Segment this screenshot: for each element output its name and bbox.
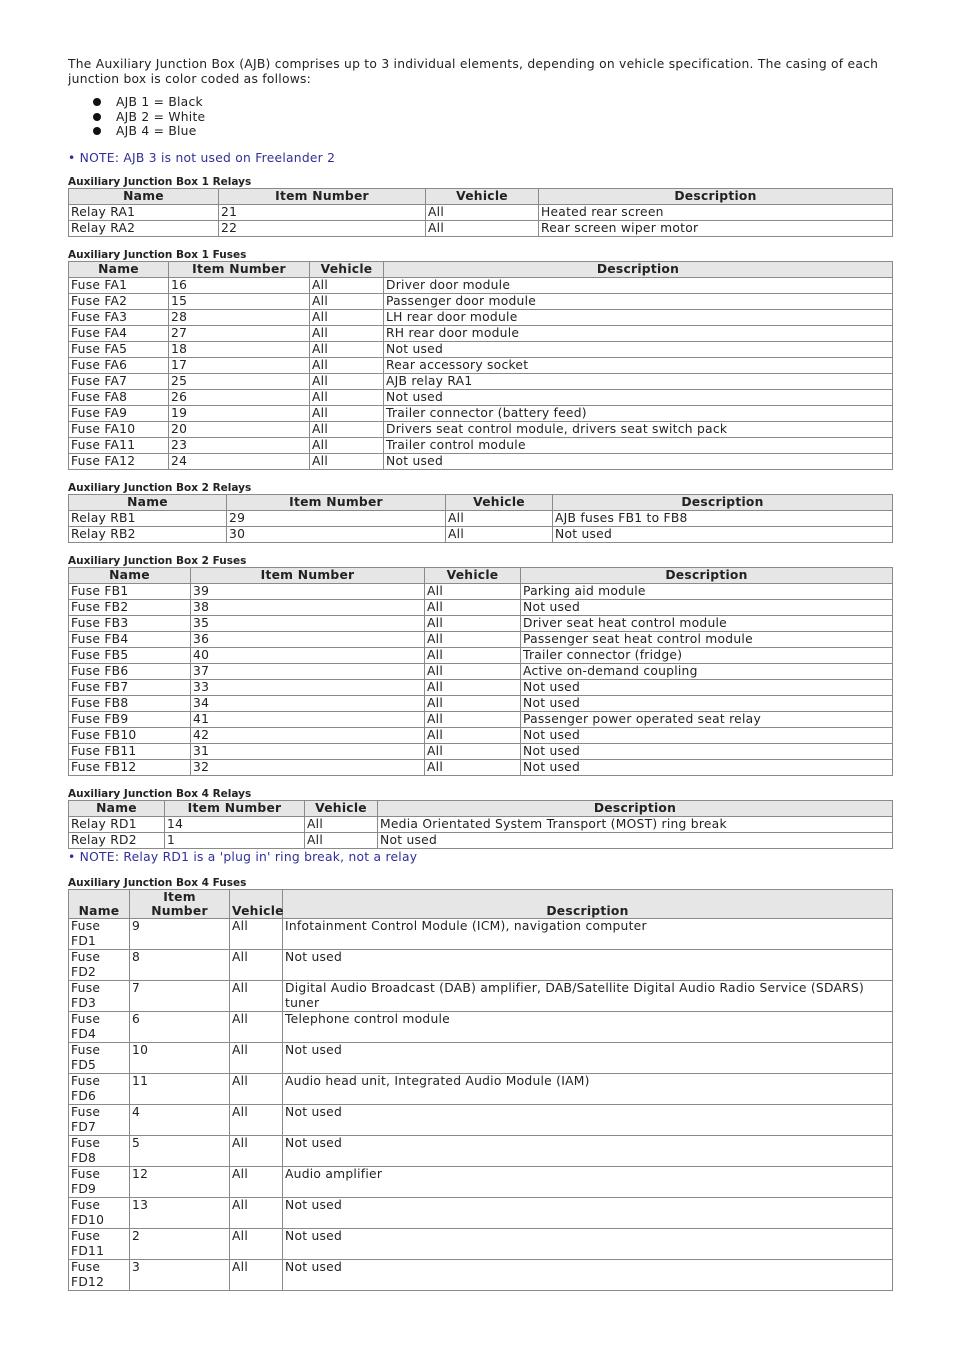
- intro-paragraph: The Auxiliary Junction Box (AJB) comprises up to 3 individual elements, depending on vehicle specification. The casing of each junction box is color coded as follows:: [68, 57, 879, 86]
- column-header-description: Description: [539, 188, 893, 204]
- column-header-item: Item Number: [227, 494, 446, 510]
- table-cell: All: [230, 1104, 283, 1135]
- table-cell: Fuse FA4: [69, 325, 169, 341]
- table-cell: 11: [130, 1073, 230, 1104]
- column-header-description: Description: [521, 567, 893, 583]
- table-cell: Relay RA2: [69, 220, 219, 236]
- table-cell: Fuse FB6: [69, 663, 191, 679]
- table-cell: 4: [130, 1104, 230, 1135]
- table-header-row: [69, 494, 893, 510]
- table-cell: Fuse FA5: [69, 341, 169, 357]
- table-cell: 6: [130, 1011, 230, 1042]
- column-header-item: Item Number: [219, 188, 426, 204]
- table-row: [69, 711, 893, 727]
- table-cell: All: [230, 1228, 283, 1259]
- table-cell: Fuse FD6: [69, 1073, 130, 1104]
- table-row: [69, 743, 893, 759]
- table-cell: All: [310, 277, 384, 293]
- table-cell: Not used: [521, 599, 893, 615]
- table-cell: Fuse FB2: [69, 599, 191, 615]
- table-row: [69, 220, 893, 236]
- document-page: [68, 0, 892, 1291]
- column-header-name: Name: [69, 567, 191, 583]
- table-row: [69, 615, 893, 631]
- table-cell: Fuse FB9: [69, 711, 191, 727]
- section-title: Auxiliary Junction Box 1 Relays: [68, 175, 252, 188]
- table-cell: Fuse FA2: [69, 293, 169, 309]
- column-header-name: Name: [69, 889, 130, 918]
- table-row: [69, 309, 893, 325]
- table-row: [69, 679, 893, 695]
- column-header-vehicle: Vehicle: [426, 188, 539, 204]
- table-cell: All: [425, 615, 521, 631]
- table-cell: 21: [219, 204, 426, 220]
- table-cell: 23: [169, 437, 310, 453]
- table-row: [69, 695, 893, 711]
- table-cell: Parking aid module: [521, 583, 893, 599]
- column-header-item: Item Number: [191, 567, 425, 583]
- table-cell: Digital Audio Broadcast (DAB) amplifier, DAB/Satellite Digital Audio Radio Service (SDARS) tuner: [283, 980, 893, 1011]
- table-cell: 10: [130, 1042, 230, 1073]
- table-cell: Relay RD2: [69, 832, 165, 848]
- table-cell: All: [230, 1135, 283, 1166]
- table-cell: 24: [169, 453, 310, 469]
- junction-table: [68, 261, 893, 470]
- table-cell: Audio head unit, Integrated Audio Module (IAM): [283, 1073, 893, 1104]
- table-cell: 34: [191, 695, 425, 711]
- table-row: [69, 325, 893, 341]
- table-cell: Fuse FD11: [69, 1228, 130, 1259]
- table-cell: All: [425, 743, 521, 759]
- table-cell: All: [310, 357, 384, 373]
- table-cell: Fuse FA1: [69, 277, 169, 293]
- table-cell: Heated rear screen: [539, 204, 893, 220]
- table-cell: Relay RB1: [69, 510, 227, 526]
- table-cell: Fuse FA7: [69, 373, 169, 389]
- table-cell: Fuse FD5: [69, 1042, 130, 1073]
- table-cell: Not used: [283, 1104, 893, 1135]
- table-header-row: [69, 889, 893, 918]
- table-cell: Fuse FD3: [69, 980, 130, 1011]
- column-header-vehicle: Vehicle: [310, 261, 384, 277]
- table-cell: 30: [227, 526, 446, 542]
- table-row: [69, 510, 893, 526]
- table-cell: All: [230, 918, 283, 949]
- column-header-vehicle: Vehicle: [446, 494, 553, 510]
- table-cell: Fuse FD7: [69, 1104, 130, 1135]
- table-cell: Not used: [283, 1259, 893, 1290]
- table-cell: AJB fuses FB1 to FB8: [553, 510, 893, 526]
- column-header-vehicle: Vehicle: [425, 567, 521, 583]
- column-header-name: Name: [69, 188, 219, 204]
- table-cell: 14: [165, 816, 305, 832]
- table-cell: Passenger door module: [384, 293, 893, 309]
- table-row: [69, 980, 893, 1011]
- column-header-item: Item Number: [165, 800, 305, 816]
- table-cell: Not used: [553, 526, 893, 542]
- table-cell: All: [426, 204, 539, 220]
- column-header-item: [130, 889, 230, 918]
- table-cell: 3: [130, 1259, 230, 1290]
- table-row: [69, 631, 893, 647]
- table-cell: Not used: [283, 1228, 893, 1259]
- section-title: Auxiliary Junction Box 4 Fuses: [68, 876, 247, 889]
- column-header-name: Name: [69, 800, 165, 816]
- section-title: Auxiliary Junction Box 4 Relays: [68, 787, 252, 800]
- table-cell: 33: [191, 679, 425, 695]
- table-cell: All: [310, 453, 384, 469]
- table-row: [69, 1166, 893, 1197]
- column-header-vehicle: Vehicle: [230, 889, 283, 918]
- table-cell: Fuse FD4: [69, 1011, 130, 1042]
- table-header-row: [69, 261, 893, 277]
- header-line: Item: [163, 889, 196, 904]
- section-title: Auxiliary Junction Box 2 Relays: [68, 481, 252, 494]
- table-cell: 31: [191, 743, 425, 759]
- table-cell: 1: [165, 832, 305, 848]
- table-row: [69, 727, 893, 743]
- table-cell: Trailer connector (battery feed): [384, 405, 893, 421]
- table-cell: Not used: [283, 1197, 893, 1228]
- table-cell: Fuse FA6: [69, 357, 169, 373]
- table-cell: Fuse FA3: [69, 309, 169, 325]
- table-cell: Fuse FD2: [69, 949, 130, 980]
- table-cell: Drivers seat control module, drivers seat switch pack: [384, 421, 893, 437]
- table-cell: Fuse FB1: [69, 583, 191, 599]
- table-row: [69, 816, 893, 832]
- column-header-item: Item Number: [169, 261, 310, 277]
- table-row: [69, 453, 893, 469]
- table-cell: All: [310, 309, 384, 325]
- junction-table: [68, 889, 893, 1291]
- table-cell: Fuse FD9: [69, 1166, 130, 1197]
- column-header-name: Name: [69, 494, 227, 510]
- column-header-description: Description: [378, 800, 893, 816]
- table-cell: Trailer control module: [384, 437, 893, 453]
- table-cell: 13: [130, 1197, 230, 1228]
- table-cell: LH rear door module: [384, 309, 893, 325]
- table-cell: Fuse FB11: [69, 743, 191, 759]
- list-item: AJB 4 = Blue: [116, 124, 892, 139]
- table-cell: 20: [169, 421, 310, 437]
- table-cell: All: [305, 816, 378, 832]
- table-cell: 42: [191, 727, 425, 743]
- table-cell: Relay RD1: [69, 816, 165, 832]
- table-cell: 39: [191, 583, 425, 599]
- table-cell: Not used: [378, 832, 893, 848]
- table-row: [69, 918, 893, 949]
- table-cell: Fuse FB7: [69, 679, 191, 695]
- table-cell: All: [446, 510, 553, 526]
- junction-table: [68, 494, 893, 543]
- table-cell: All: [310, 437, 384, 453]
- header-line: Number: [151, 903, 208, 918]
- table-cell: 5: [130, 1135, 230, 1166]
- table-row: [69, 341, 893, 357]
- table-cell: Driver seat heat control module: [521, 615, 893, 631]
- table-cell: All: [230, 949, 283, 980]
- table-cell: All: [425, 647, 521, 663]
- table-cell: 15: [169, 293, 310, 309]
- section-title: Auxiliary Junction Box 1 Fuses: [68, 248, 247, 261]
- junction-table: [68, 188, 893, 237]
- tables-container: [68, 176, 892, 1291]
- table-cell: 27: [169, 325, 310, 341]
- table-row: [69, 647, 893, 663]
- table-cell: 16: [169, 277, 310, 293]
- table-row: [69, 437, 893, 453]
- table-cell: 22: [219, 220, 426, 236]
- table-cell: Not used: [384, 453, 893, 469]
- table-header-row: [69, 800, 893, 816]
- table-cell: Trailer connector (fridge): [521, 647, 893, 663]
- table-row: [69, 759, 893, 775]
- table-row: [69, 949, 893, 980]
- table-cell: Fuse FD8: [69, 1135, 130, 1166]
- table-cell: All: [425, 727, 521, 743]
- table-cell: Not used: [521, 695, 893, 711]
- table-cell: All: [425, 711, 521, 727]
- table-cell: All: [310, 373, 384, 389]
- table-row: [69, 421, 893, 437]
- table-row: [69, 357, 893, 373]
- table-cell: All: [425, 599, 521, 615]
- table-cell: All: [310, 325, 384, 341]
- section-title: Auxiliary Junction Box 2 Fuses: [68, 554, 247, 567]
- table-cell: All: [446, 526, 553, 542]
- table-cell: Relay RA1: [69, 204, 219, 220]
- table-row: [69, 204, 893, 220]
- table-cell: Audio amplifier: [283, 1166, 893, 1197]
- ajb-color-list: [68, 95, 892, 139]
- table-cell: Telephone control module: [283, 1011, 893, 1042]
- table-row: [69, 526, 893, 542]
- table-cell: 25: [169, 373, 310, 389]
- table-row: [69, 1073, 893, 1104]
- table-cell: All: [230, 1011, 283, 1042]
- table-cell: 18: [169, 341, 310, 357]
- table-cell: 37: [191, 663, 425, 679]
- table-row: [69, 277, 893, 293]
- table-cell: Not used: [283, 1042, 893, 1073]
- table-cell: Active on-demand coupling: [521, 663, 893, 679]
- table-cell: Fuse FA12: [69, 453, 169, 469]
- table-cell: 17: [169, 357, 310, 373]
- column-header-vehicle: Vehicle: [305, 800, 378, 816]
- table-row: [69, 583, 893, 599]
- table-cell: Rear accessory socket: [384, 357, 893, 373]
- table-row: [69, 1042, 893, 1073]
- table-cell: All: [425, 679, 521, 695]
- table-row: [69, 832, 893, 848]
- column-header-name: Name: [69, 261, 169, 277]
- note-relay-rd1: • NOTE: Relay RD1 is a 'plug in' ring break, not a relay: [68, 849, 418, 864]
- table-cell: All: [310, 421, 384, 437]
- table-cell: Fuse FA11: [69, 437, 169, 453]
- table-cell: All: [230, 1073, 283, 1104]
- table-cell: All: [425, 759, 521, 775]
- list-item: AJB 2 = White: [116, 110, 892, 125]
- column-header-description: Description: [384, 261, 893, 277]
- table-row: [69, 1228, 893, 1259]
- table-cell: Fuse FB4: [69, 631, 191, 647]
- table-cell: 36: [191, 631, 425, 647]
- table-cell: Fuse FB5: [69, 647, 191, 663]
- table-cell: Infotainment Control Module (ICM), navigation computer: [283, 918, 893, 949]
- table-cell: All: [310, 389, 384, 405]
- table-row: [69, 1104, 893, 1135]
- table-cell: Fuse FD1: [69, 918, 130, 949]
- table-cell: Not used: [521, 743, 893, 759]
- table-row: [69, 293, 893, 309]
- table-cell: 35: [191, 615, 425, 631]
- table-cell: Not used: [521, 759, 893, 775]
- table-cell: Fuse FD12: [69, 1259, 130, 1290]
- table-cell: 40: [191, 647, 425, 663]
- table-row: [69, 1197, 893, 1228]
- column-header-description: Description: [283, 889, 893, 918]
- table-cell: Not used: [521, 727, 893, 743]
- table-cell: All: [425, 631, 521, 647]
- table-cell: Not used: [283, 949, 893, 980]
- table-cell: Fuse FB3: [69, 615, 191, 631]
- table-cell: 9: [130, 918, 230, 949]
- table-cell: All: [426, 220, 539, 236]
- table-header-row: [69, 188, 893, 204]
- table-cell: All: [230, 1197, 283, 1228]
- table-cell: Passenger power operated seat relay: [521, 711, 893, 727]
- table-cell: Not used: [283, 1135, 893, 1166]
- table-cell: 38: [191, 599, 425, 615]
- table-row: [69, 373, 893, 389]
- table-header-row: [69, 567, 893, 583]
- table-cell: Driver door module: [384, 277, 893, 293]
- table-cell: RH rear door module: [384, 325, 893, 341]
- table-cell: All: [230, 1259, 283, 1290]
- table-cell: All: [425, 695, 521, 711]
- table-cell: Not used: [384, 389, 893, 405]
- table-cell: 8: [130, 949, 230, 980]
- table-cell: Fuse FB10: [69, 727, 191, 743]
- table-cell: All: [425, 663, 521, 679]
- table-cell: 12: [130, 1166, 230, 1197]
- table-cell: 7: [130, 980, 230, 1011]
- table-cell: 28: [169, 309, 310, 325]
- table-row: [69, 389, 893, 405]
- table-row: [69, 1011, 893, 1042]
- table-cell: 19: [169, 405, 310, 421]
- column-header-description: Description: [553, 494, 893, 510]
- table-cell: All: [310, 341, 384, 357]
- table-cell: Fuse FA8: [69, 389, 169, 405]
- table-cell: Rear screen wiper motor: [539, 220, 893, 236]
- junction-table: [68, 800, 893, 849]
- table-cell: Fuse FA9: [69, 405, 169, 421]
- table-cell: All: [310, 293, 384, 309]
- table-cell: 2: [130, 1228, 230, 1259]
- list-item: AJB 1 = Black: [116, 95, 892, 110]
- table-cell: AJB relay RA1: [384, 373, 893, 389]
- table-cell: All: [305, 832, 378, 848]
- table-cell: Not used: [521, 679, 893, 695]
- table-cell: 32: [191, 759, 425, 775]
- note-ajb3: • NOTE: AJB 3 is not used on Freelander 2: [68, 150, 336, 165]
- table-cell: 41: [191, 711, 425, 727]
- table-cell: 26: [169, 389, 310, 405]
- table-cell: Fuse FB12: [69, 759, 191, 775]
- table-row: [69, 405, 893, 421]
- table-cell: Not used: [384, 341, 893, 357]
- table-cell: Fuse FA10: [69, 421, 169, 437]
- table-cell: 29: [227, 510, 446, 526]
- table-cell: Fuse FD10: [69, 1197, 130, 1228]
- table-cell: Passenger seat heat control module: [521, 631, 893, 647]
- table-cell: Fuse FB8: [69, 695, 191, 711]
- table-cell: All: [230, 980, 283, 1011]
- table-row: [69, 1135, 893, 1166]
- table-row: [69, 599, 893, 615]
- table-cell: All: [425, 583, 521, 599]
- table-cell: All: [310, 405, 384, 421]
- table-cell: Media Orientated System Transport (MOST) ring break: [378, 816, 893, 832]
- table-row: [69, 663, 893, 679]
- table-cell: All: [230, 1166, 283, 1197]
- table-row: [69, 1259, 893, 1290]
- table-cell: All: [230, 1042, 283, 1073]
- junction-table: [68, 567, 893, 776]
- table-cell: Relay RB2: [69, 526, 227, 542]
